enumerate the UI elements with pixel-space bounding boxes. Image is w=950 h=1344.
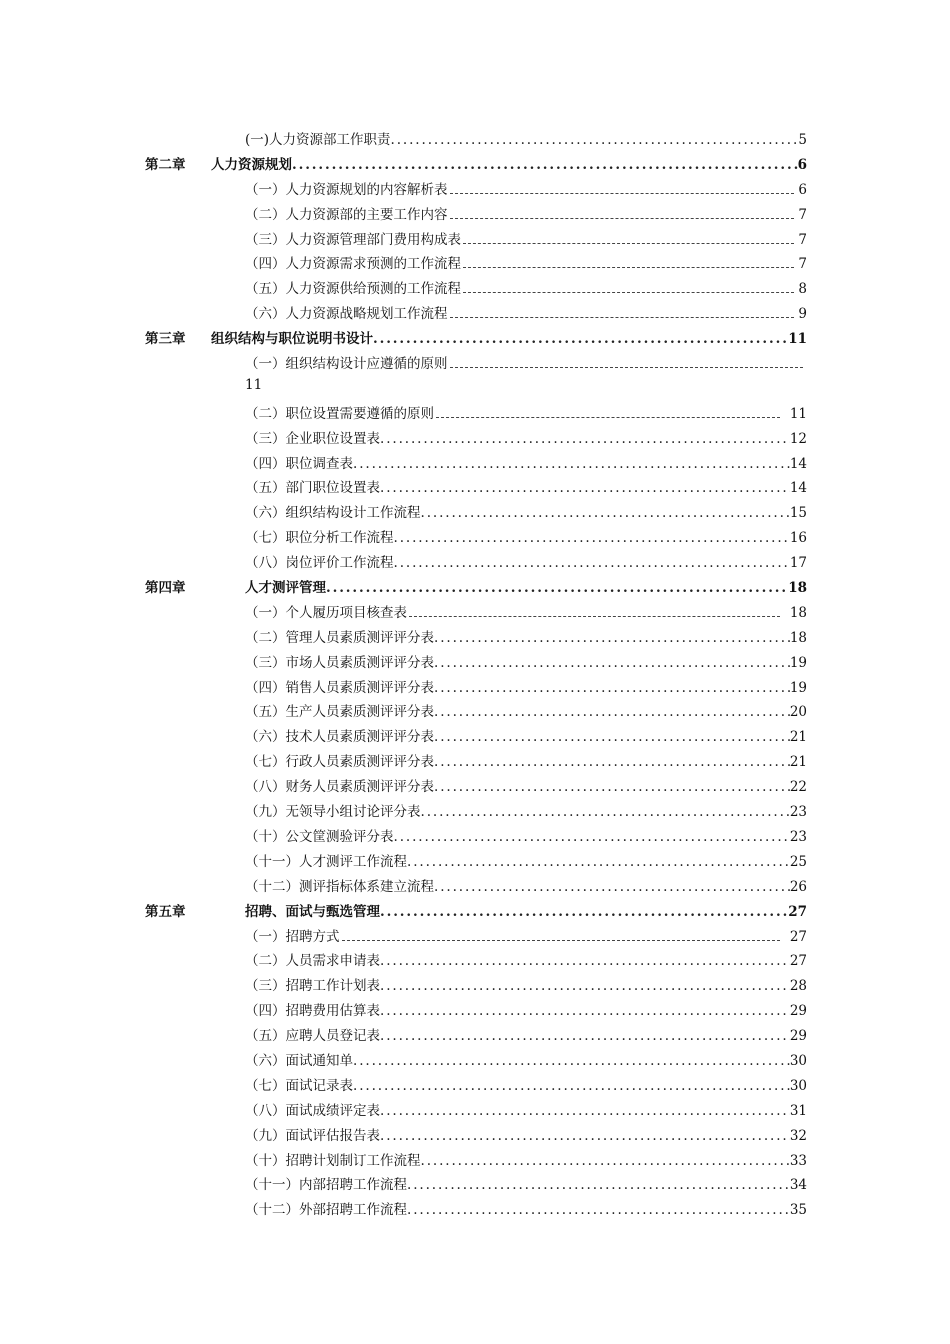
toc-entry-page: 19 [789, 654, 807, 671]
toc-entry[interactable] [0, 124, 950, 149]
toc-entry[interactable] [0, 248, 950, 273]
toc-entry-page: 33 [789, 1152, 807, 1169]
toc-entry[interactable] [0, 672, 950, 697]
toc-entry[interactable] [0, 771, 950, 796]
toc-entry-page: 29 [789, 1028, 807, 1045]
toc-entry[interactable] [0, 224, 950, 249]
toc-chapter-2[interactable] [0, 149, 950, 174]
toc-entry-label: （七）行政人员素质测评评分表 [245, 754, 434, 771]
toc-entry-page: 30 [789, 1052, 807, 1069]
toc-entry-page: 14 [789, 455, 807, 472]
toc-entry[interactable] [0, 945, 950, 970]
toc-chapter-5[interactable] [0, 896, 950, 921]
toc-entry-label: （三）人力资源管理部门费用构成表 [245, 231, 461, 248]
toc-entry-label: （一）招聘方式 [245, 928, 340, 945]
toc-entry[interactable] [0, 1070, 950, 1095]
toc-chapter-4[interactable] [0, 572, 950, 597]
toc-entry-label: （一）组织结构设计应遵循的原则 [245, 356, 448, 373]
toc-entry-label: （四）招聘费用估算表 [245, 1003, 380, 1020]
toc-entry-page: 8 [798, 281, 807, 298]
toc-entry-label: （八）面试成绩评定表 [245, 1102, 380, 1119]
toc-entry-label: （五）应聘人员登记表 [245, 1028, 380, 1045]
chapter-number: 第四章 [145, 580, 186, 597]
toc-entry[interactable] [0, 1020, 950, 1045]
toc-entry-page: 12 [789, 430, 807, 447]
toc-entry-page: 27 [789, 953, 807, 970]
chapter-number: 第三章 [145, 331, 186, 348]
toc-entry-label: （六）技术人员素质测评评分表 [245, 729, 434, 746]
toc-entry-label: （十一）内部招聘工作流程 [245, 1177, 407, 1194]
toc-chapter-3[interactable] [0, 323, 950, 348]
toc-entry-page: 26 [789, 878, 807, 895]
table-of-contents [0, 124, 950, 1219]
toc-entry-label: （十二）测评指标体系建立流程 [245, 878, 434, 895]
toc-entry-page: 7 [798, 206, 807, 223]
toc-entry[interactable] [0, 821, 950, 846]
toc-entry-label: （二）人力资源部的主要工作内容 [245, 206, 448, 223]
toc-entry-label: （四）职位调查表 [245, 455, 353, 472]
toc-entry-label: （二）职位设置需要遵循的原则 [245, 405, 434, 422]
toc-entry[interactable] [0, 721, 950, 746]
toc-entry[interactable] [0, 995, 950, 1020]
toc-entry-page: 30 [789, 1077, 807, 1094]
toc-entry-page: 16 [789, 530, 807, 547]
toc-entry-label: （一）个人履历项目核查表 [245, 604, 407, 621]
toc-entry-page: 6 [798, 181, 807, 198]
toc-entry-label: （二）管理人员素质测评评分表 [245, 629, 434, 646]
toc-entry[interactable] [0, 696, 950, 721]
chapter-title: 招聘、面试与甄选管理 [245, 903, 380, 920]
toc-entry-label: （三）企业职位设置表 [245, 430, 380, 447]
toc-entry-label: （十）公文筐测验评分表 [245, 828, 394, 845]
toc-entry[interactable] [0, 522, 950, 547]
toc-entry-page: 18 [789, 629, 807, 646]
toc-entry-page: 32 [789, 1127, 807, 1144]
toc-entry-page: 22 [789, 779, 807, 796]
toc-entry-page: 6 [797, 156, 807, 173]
toc-entry-label: （四）人力资源需求预测的工作流程 [245, 256, 461, 273]
toc-entry-page: 25 [789, 853, 807, 870]
toc-entry-page: 14 [789, 480, 807, 497]
toc-entry[interactable] [0, 1194, 950, 1219]
toc-entry[interactable] [0, 1095, 950, 1120]
toc-entry-page: 29 [789, 1003, 807, 1020]
toc-entry-label: （十二）外部招聘工作流程 [245, 1202, 407, 1219]
toc-entry-page: 18 [789, 604, 807, 621]
toc-entry[interactable] [0, 1045, 950, 1070]
toc-entry[interactable] [0, 174, 950, 199]
toc-entry[interactable] [0, 597, 950, 622]
toc-entry-page: 21 [789, 729, 807, 746]
toc-entry[interactable] [0, 1120, 950, 1145]
toc-entry-label: （六）组织结构设计工作流程 [245, 505, 421, 522]
toc-entry[interactable] [0, 1145, 950, 1170]
toc-entry[interactable] [0, 647, 950, 672]
toc-entry[interactable] [0, 448, 950, 473]
toc-entry-page: 11 [788, 331, 807, 348]
toc-entry-page: 31 [789, 1102, 807, 1119]
toc-entry-label: （八）岗位评价工作流程 [245, 555, 394, 572]
toc-entry-label: （十）招聘计划制订工作流程 [245, 1152, 421, 1169]
toc-entry-label: （三）招聘工作计划表 [245, 978, 380, 995]
toc-entry-label: (一)人力资源部工作职责 [245, 132, 391, 148]
toc-entry-page: 34 [789, 1177, 807, 1194]
toc-entry-page: 17 [789, 555, 807, 572]
toc-entry-label: （二）人员需求申请表 [245, 953, 380, 970]
toc-entry-label: （七）职位分析工作流程 [245, 530, 394, 547]
toc-entry-label: （一）人力资源规划的内容解析表 [245, 181, 448, 198]
toc-entry-page: 23 [789, 804, 807, 821]
toc-entry[interactable] [0, 547, 950, 572]
toc-entry[interactable] [0, 746, 950, 771]
toc-entry[interactable] [0, 472, 950, 497]
toc-entry[interactable] [0, 846, 950, 871]
toc-entry-page: 23 [789, 828, 807, 845]
toc-entry-page: 7 [798, 231, 807, 248]
toc-entry[interactable] [0, 398, 950, 423]
toc-entry-page: 5 [798, 132, 807, 148]
toc-entry[interactable] [0, 199, 950, 224]
chapter-number: 第五章 [145, 903, 186, 920]
chapter-number: 第二章 [145, 156, 186, 173]
toc-entry-page: 15 [789, 505, 807, 522]
toc-entry-page: 20 [789, 704, 807, 721]
toc-entry-page: 27 [789, 928, 807, 945]
toc-entry[interactable] [0, 871, 950, 896]
toc-entry-page: 18 [788, 580, 807, 597]
toc-entry-label: （十一）人才测评工作流程 [245, 853, 407, 870]
toc-entry-page: 35 [789, 1202, 807, 1219]
toc-entry-page: 9 [798, 306, 807, 323]
toc-entry-label: （五）生产人员素质测评评分表 [245, 704, 434, 721]
toc-entry-label: （七）面试记录表 [245, 1077, 353, 1094]
toc-entry-wrapped-page [0, 373, 950, 398]
toc-entry-label: （三）市场人员素质测评评分表 [245, 654, 434, 671]
toc-entry-page: 11 [245, 376, 263, 393]
toc-entry[interactable] [0, 796, 950, 821]
toc-entry-page: 21 [789, 754, 807, 771]
toc-entry[interactable] [0, 970, 950, 995]
toc-entry[interactable] [0, 921, 950, 946]
toc-entry-page: 28 [789, 978, 807, 995]
chapter-title: 人力资源规划 [211, 156, 292, 173]
toc-entry[interactable] [0, 273, 950, 298]
toc-entry-page: 7 [798, 256, 807, 273]
toc-entry-label: （六）面试通知单 [245, 1052, 353, 1069]
toc-entry-label: （九）面试评估报告表 [245, 1127, 380, 1144]
toc-entry-page: 11 [789, 405, 807, 422]
chapter-title: 人才测评管理 [245, 580, 326, 597]
toc-entry[interactable] [0, 298, 950, 323]
toc-entry[interactable] [0, 348, 950, 373]
toc-entry-label: （五）人力资源供给预测的工作流程 [245, 281, 461, 298]
toc-entry-label: （八）财务人员素质测评评分表 [245, 779, 434, 796]
toc-entry-label: （九）无领导小组讨论评分表 [245, 804, 421, 821]
toc-entry-page: 27 [788, 903, 807, 920]
toc-entry-page: 19 [789, 679, 807, 696]
toc-entry[interactable] [0, 1169, 950, 1194]
toc-entry-label: （五）部门职位设置表 [245, 480, 380, 497]
toc-entry[interactable] [0, 622, 950, 647]
toc-entry-label: （六）人力资源战略规划工作流程 [245, 306, 448, 323]
toc-entry[interactable] [0, 497, 950, 522]
toc-entry-label: （四）销售人员素质测评评分表 [245, 679, 434, 696]
toc-entry[interactable] [0, 423, 950, 448]
chapter-title: 组织结构与职位说明书设计 [211, 331, 373, 348]
